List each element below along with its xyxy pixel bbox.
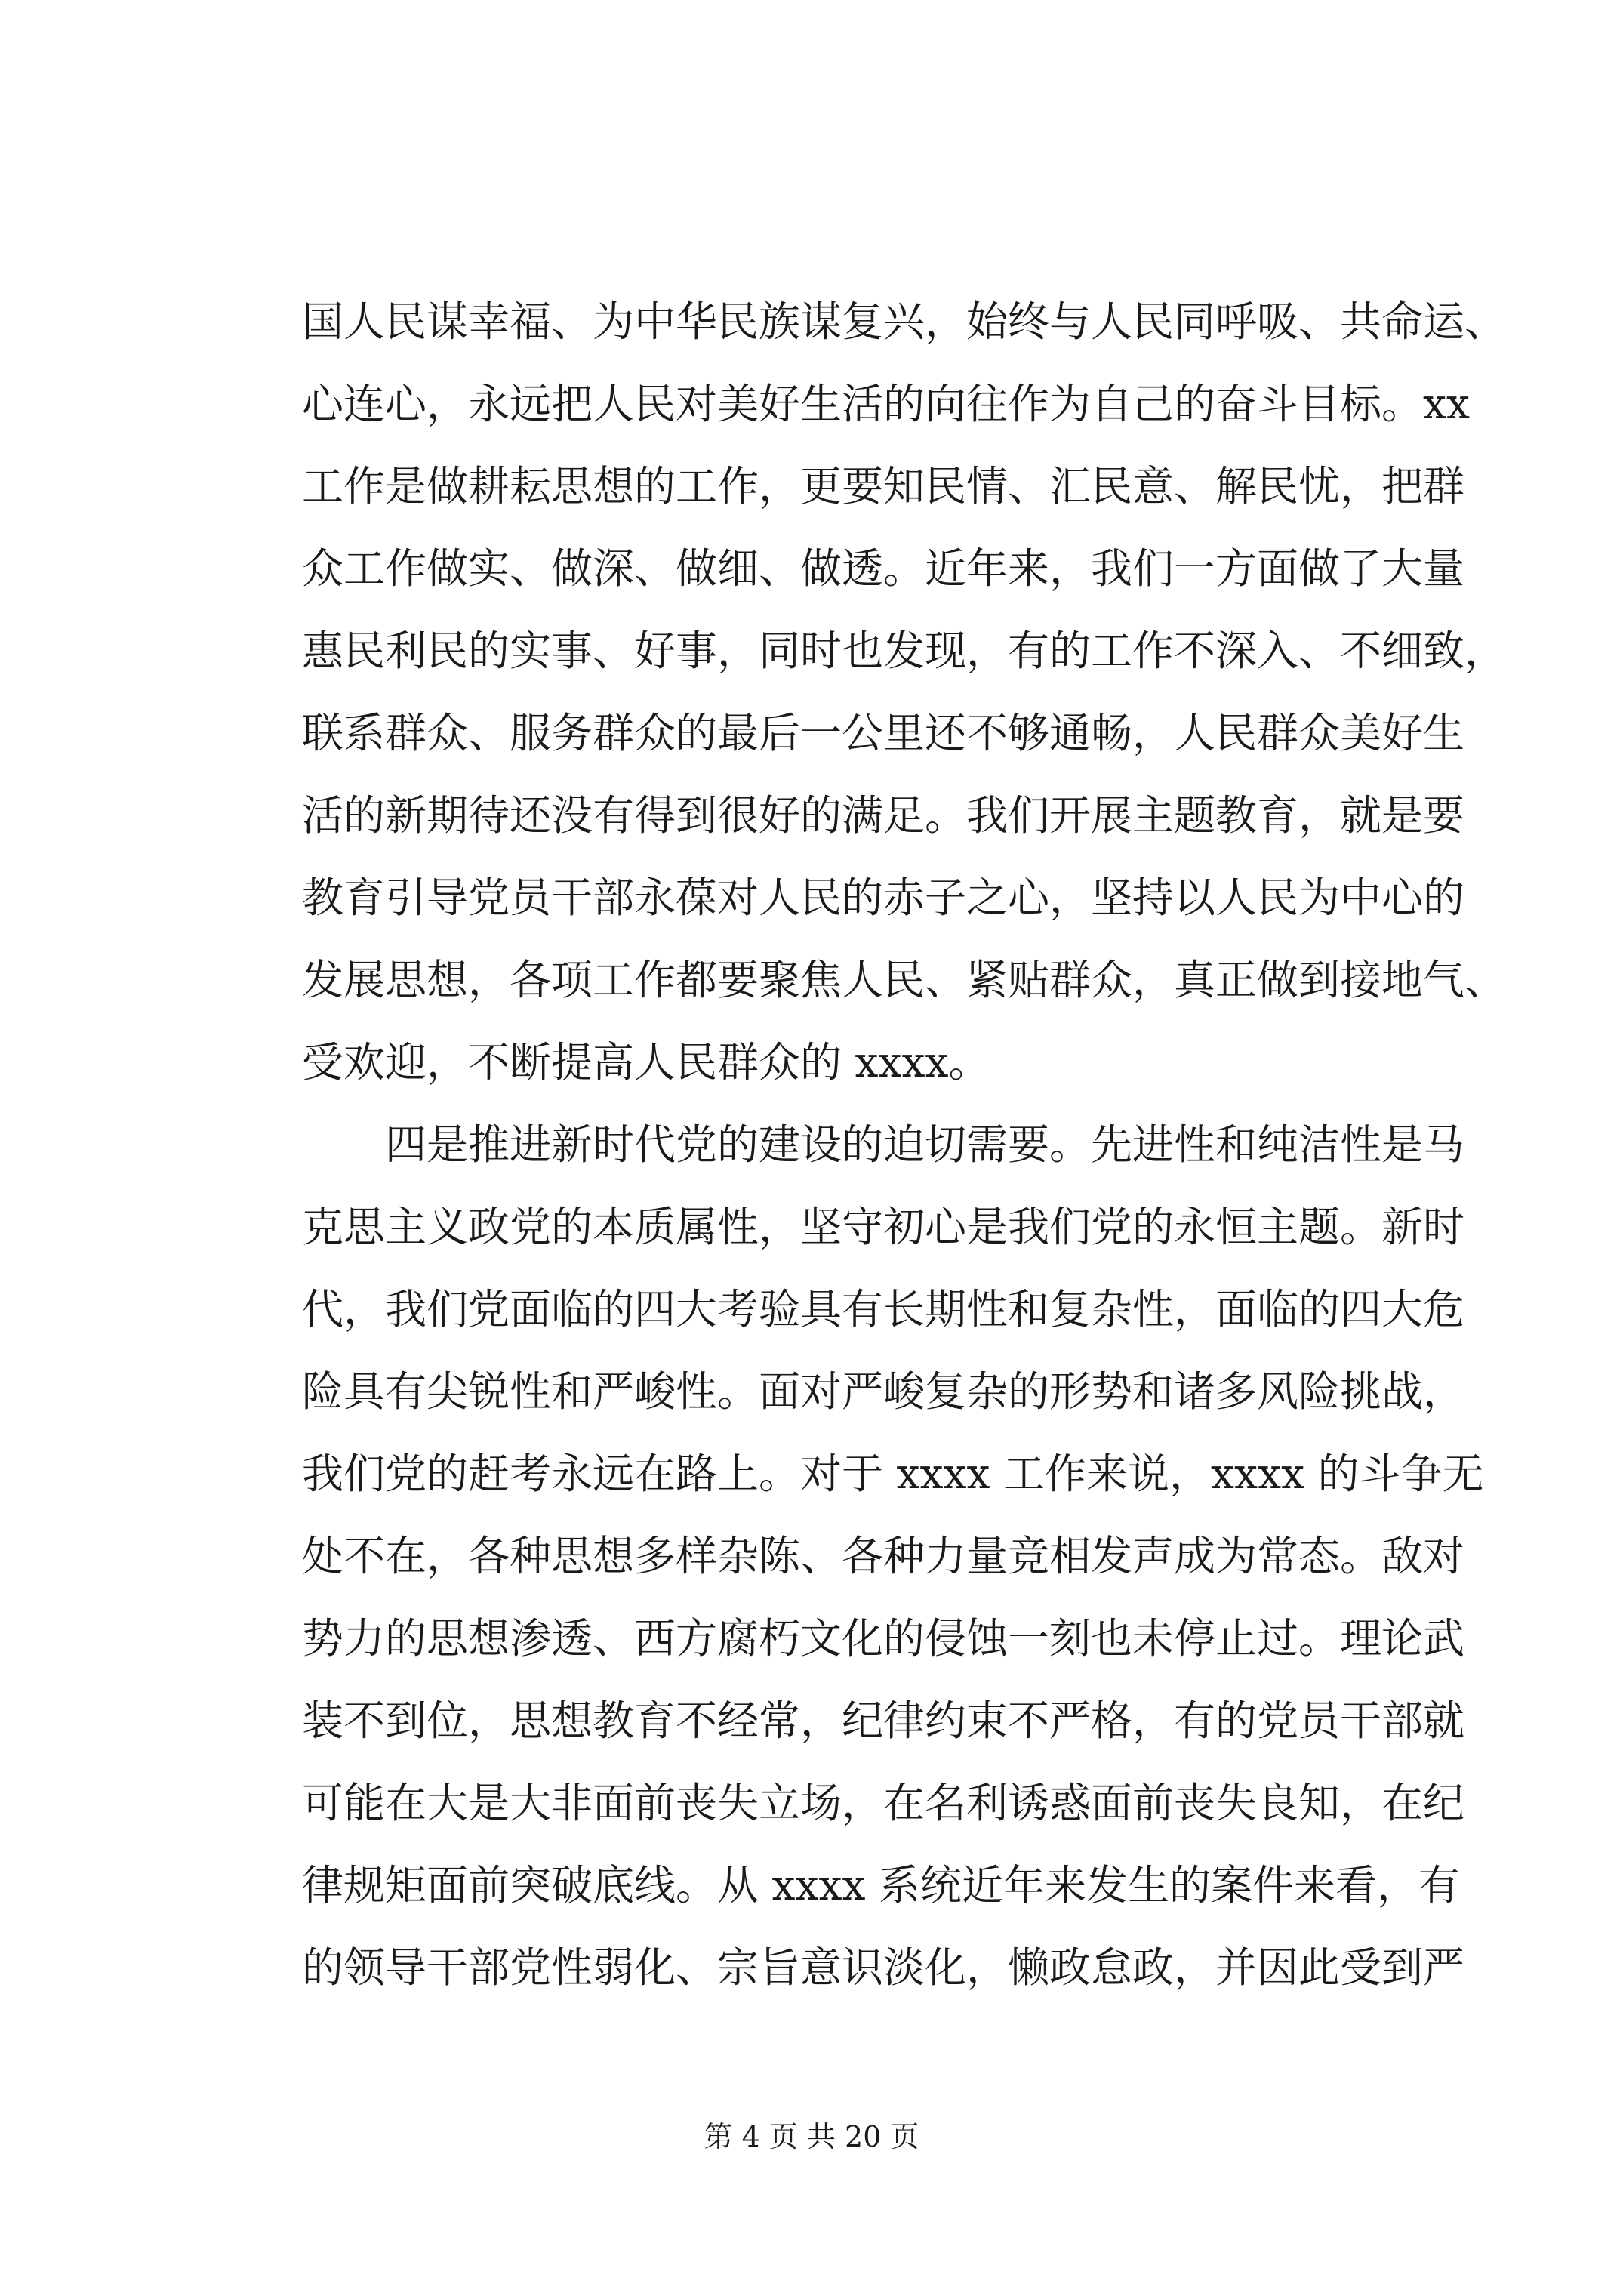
paragraph-four [302,1104,1484,2009]
text-line: 代，我们党面临的四大考验具有长期性和复杂性，面临的四大危 [302,1285,1465,1333]
text-line: 可能在大是大非面前丧失立场，在名利诱惑面前丧失良知，在纪 [302,1779,1465,1827]
text-line: 势力的思想渗透、西方腐朽文化的侵蚀一刻也未停止过。理论武 [302,1614,1465,1663]
text-line: 受欢迎，不断提高人民群众的 xxxx。 [302,1038,990,1086]
text-line: 的领导干部党性弱化、宗旨意识淡化，懒政怠政，并因此受到严 [302,1943,1465,1992]
text-line: 国人民谋幸福、为中华民族谋复兴，始终与人民同呼吸、共命运、 [302,297,1507,346]
text-line: 发展思想，各项工作都要聚焦人民、紧贴群众，真正做到接地气、 [302,956,1507,1004]
text-line: 律规矩面前突破底线。从 xxxx 系统近年来发生的案件来看，有 [302,1861,1461,1909]
text-line: 四是推进新时代党的建设的迫切需要。先进性和纯洁性是马 [385,1120,1465,1169]
document-body [302,281,1507,2009]
text-line: 惠民利民的实事、好事，同时也发现，有的工作不深入、不细致， [302,627,1507,675]
text-line: 我们党的赶考永远在路上。对于 xxxx 工作来说，xxxx 的斗争无 [302,1450,1484,1498]
paragraph-continuation [302,281,1507,1104]
text-line: 活的新期待还没有得到很好的满足。我们开展主题教育，就是要 [302,791,1465,840]
text-line: 工作是做耕耘思想的工作，更要知民情、汇民意、解民忧，把群 [302,462,1465,510]
text-line: 心连心，永远把人民对美好生活的向往作为自己的奋斗目标。xx [302,380,1471,428]
text-line: 处不在，各种思想多样杂陈、各种力量竞相发声成为常态。敌对 [302,1532,1465,1580]
page-number-footer: 第 4 页 共 20 页 [704,2120,919,2153]
text-line: 克思主义政党的本质属性，坚守初心是我们党的永恒主题。新时 [302,1203,1465,1251]
text-line: 险具有尖锐性和严峻性。面对严峻复杂的形势和诸多风险挑战， [302,1367,1465,1416]
text-line: 教育引导党员干部永葆对人民的赤子之心，坚持以人民为中心的 [302,874,1465,922]
text-line: 联系群众、服务群众的最后一公里还不够通畅，人民群众美好生 [302,709,1465,757]
text-line: 装不到位，思想教育不经常，纪律约束不严格，有的党员干部就 [302,1697,1465,1745]
text-line: 众工作做实、做深、做细、做透。近年来，我们一方面做了大量 [302,544,1465,593]
